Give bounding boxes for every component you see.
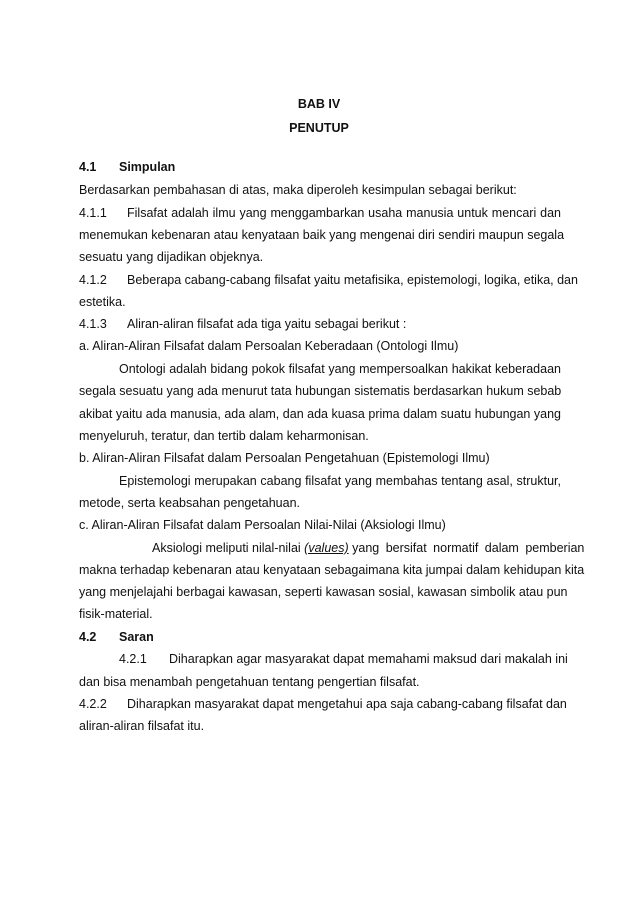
paragraph-4-2-2-line-2: aliran-aliran filsafat itu. [79,719,205,733]
line-text: Beberapa cabang-cabang filsafat yaitu metafisika, epistemologi, logika, etika, dan [127,273,578,287]
values-term: (values) [304,541,349,555]
section-heading-4-1 [79,160,561,175]
chapter-label: BAB IV [297,97,341,111]
section-title: Saran [119,630,154,644]
item-number: 4.1.3 [79,317,107,331]
sub-item-b-line-1 [79,474,561,489]
sub-item-c-line-2: makna terhadap kebenaran atau kenyataan sebagaimana kita jumpai dalam kehidupan kita [79,563,585,577]
sub-item-b-line-2: metode, serta keabsahan pengetahuan. [79,496,301,510]
line-text: Aksiologi meliputi nilal-nilai [152,541,301,555]
paragraph-4-1-2-line-2: estetika. [79,295,126,309]
item-number: 4.1.2 [79,273,107,287]
paragraph-4-1-1-line-2: menemukan kebenaran atau kenyataan baik yang mengenai diri sendiri maupun segala [79,228,565,242]
sub-item-a-title: a. Aliran-Aliran Filsafat dalam Persoalan Keberadaan (Ontologi Ilmu) [79,339,459,353]
sub-item-c-line-3: yang menjelajahi berbagai kawasan, seperti kawasan sosial, kawasan simbolik atau pun [79,585,568,599]
item-number: 4.2.2 [79,697,107,711]
item-number: 4.2.1 [119,652,147,666]
section-title: Simpulan [119,160,176,174]
paragraph-4-2-2-line-1 [79,697,567,712]
paragraph-4-1-2-line-1 [79,273,578,288]
line-text: yang bersifat normatif dalam pemberian [352,541,585,555]
sub-item-a-line-4: menyeluruh, teratur, dan tertib dalam keharmonisan. [79,429,369,443]
line-text: Aliran-aliran filsafat ada tiga yaitu sebagai berikut : [127,317,407,331]
section-number: 4.1 [79,160,97,174]
line-text: Filsafat adalah ilmu yang menggambarkan usaha manusia untuk mencari dan [127,206,561,220]
paragraph-4-1-1-line-3: sesuatu yang dijadikan objeknya. [79,250,264,264]
line-text: Epistemologi merupakan cabang filsafat yang membahas tentang asal, struktur, [119,474,561,488]
sub-item-c-title: c. Aliran-Aliran Filsafat dalam Persoalan Nilai-Nilai (Aksiologi Ilmu) [79,518,446,532]
sub-item-a-line-3: akibat yaitu ada manusia, ada alam, dan ada kuasa prima dalam suatu hubungan yang [79,407,561,421]
section-heading-4-2 [79,630,561,645]
sub-item-b-title: b. Aliran-Aliran Filsafat dalam Persoalan Pengetahuan (Epistemologi Ilmu) [79,451,490,465]
paragraph-4-2-1-line-1 [79,652,568,667]
line-text: Diharapkan agar masyarakat dapat memahami maksud dari makalah ini [169,652,568,666]
sub-item-c-line-1 [79,541,585,556]
line-text: Diharapkan masyarakat dapat mengetahui apa saja cabang-cabang filsafat dan [127,697,567,711]
intro-text: Berdasarkan pembahasan di atas, maka diperoleh kesimpulan sebagai berikut: [79,183,517,197]
sub-item-a-line-1 [79,362,561,377]
paragraph-4-1-1-line-1 [79,206,561,221]
sub-item-c-line-4: fisik-material. [79,607,153,621]
line-text: Ontologi adalah bidang pokok filsafat yang mempersoalkan hakikat keberadaan [119,362,561,376]
paragraph-4-2-1-line-2: dan bisa menambah pengetahuan tentang pengertian filsafat. [79,675,420,689]
chapter-title: PENUTUP [289,121,349,135]
paragraph-4-1-3-line-1 [79,317,561,332]
sub-item-a-line-2: segala sesuatu yang ada menurut tata hubungan sistematis berdasarkan hukum sebab [79,384,562,398]
section-number: 4.2 [79,630,97,644]
item-number: 4.1.1 [79,206,107,220]
